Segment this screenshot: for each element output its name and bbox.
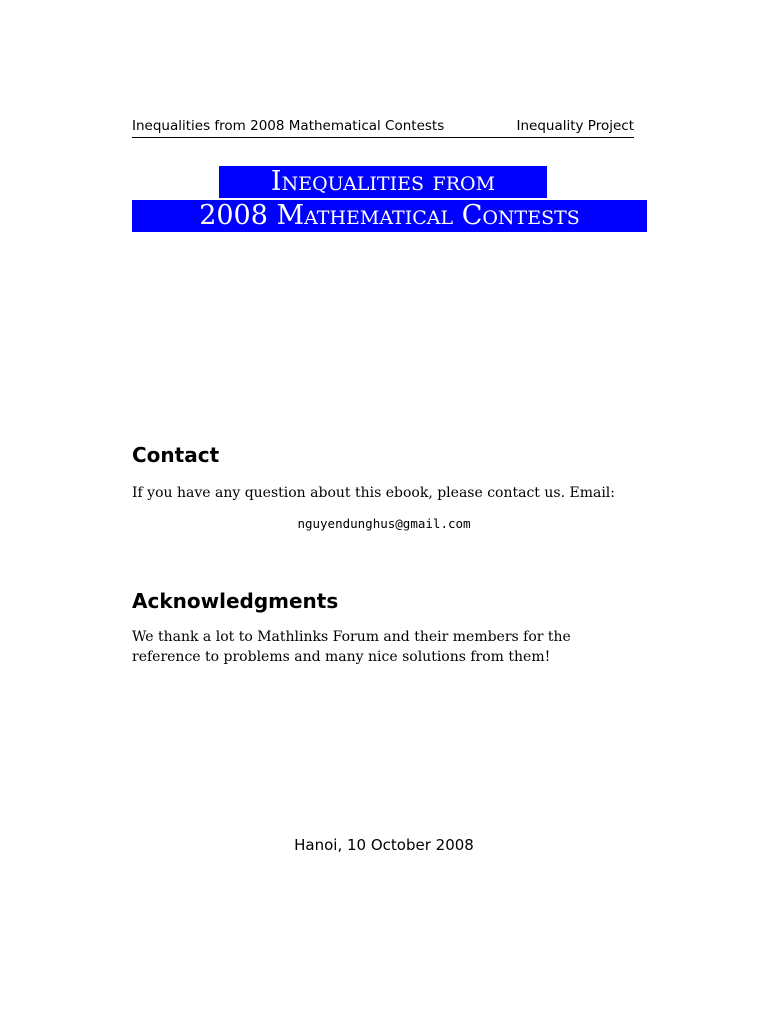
- header-project-name: Inequality Project: [516, 118, 634, 134]
- acknowledgments-heading: Acknowledgments: [132, 589, 339, 613]
- header-book-title: Inequalities from 2008 Mathematical Contests: [132, 118, 445, 134]
- contact-email: nguyendunghus@gmail.com: [297, 516, 471, 531]
- title-line-2: 2008 Mathematical Contests: [132, 200, 647, 232]
- title-line-1: Inequalities from: [219, 166, 547, 198]
- contact-heading: Contact: [132, 443, 220, 467]
- contact-text: If you have any question about this ebook, please contact us. Email:: [132, 485, 615, 501]
- signoff-date-place: Hanoi, 10 October 2008: [294, 836, 474, 854]
- acknowledgments-text: We thank a lot to Mathlinks Forum and their members for the reference to problems and many nice solutions from them!: [132, 629, 571, 665]
- running-header: [132, 117, 634, 138]
